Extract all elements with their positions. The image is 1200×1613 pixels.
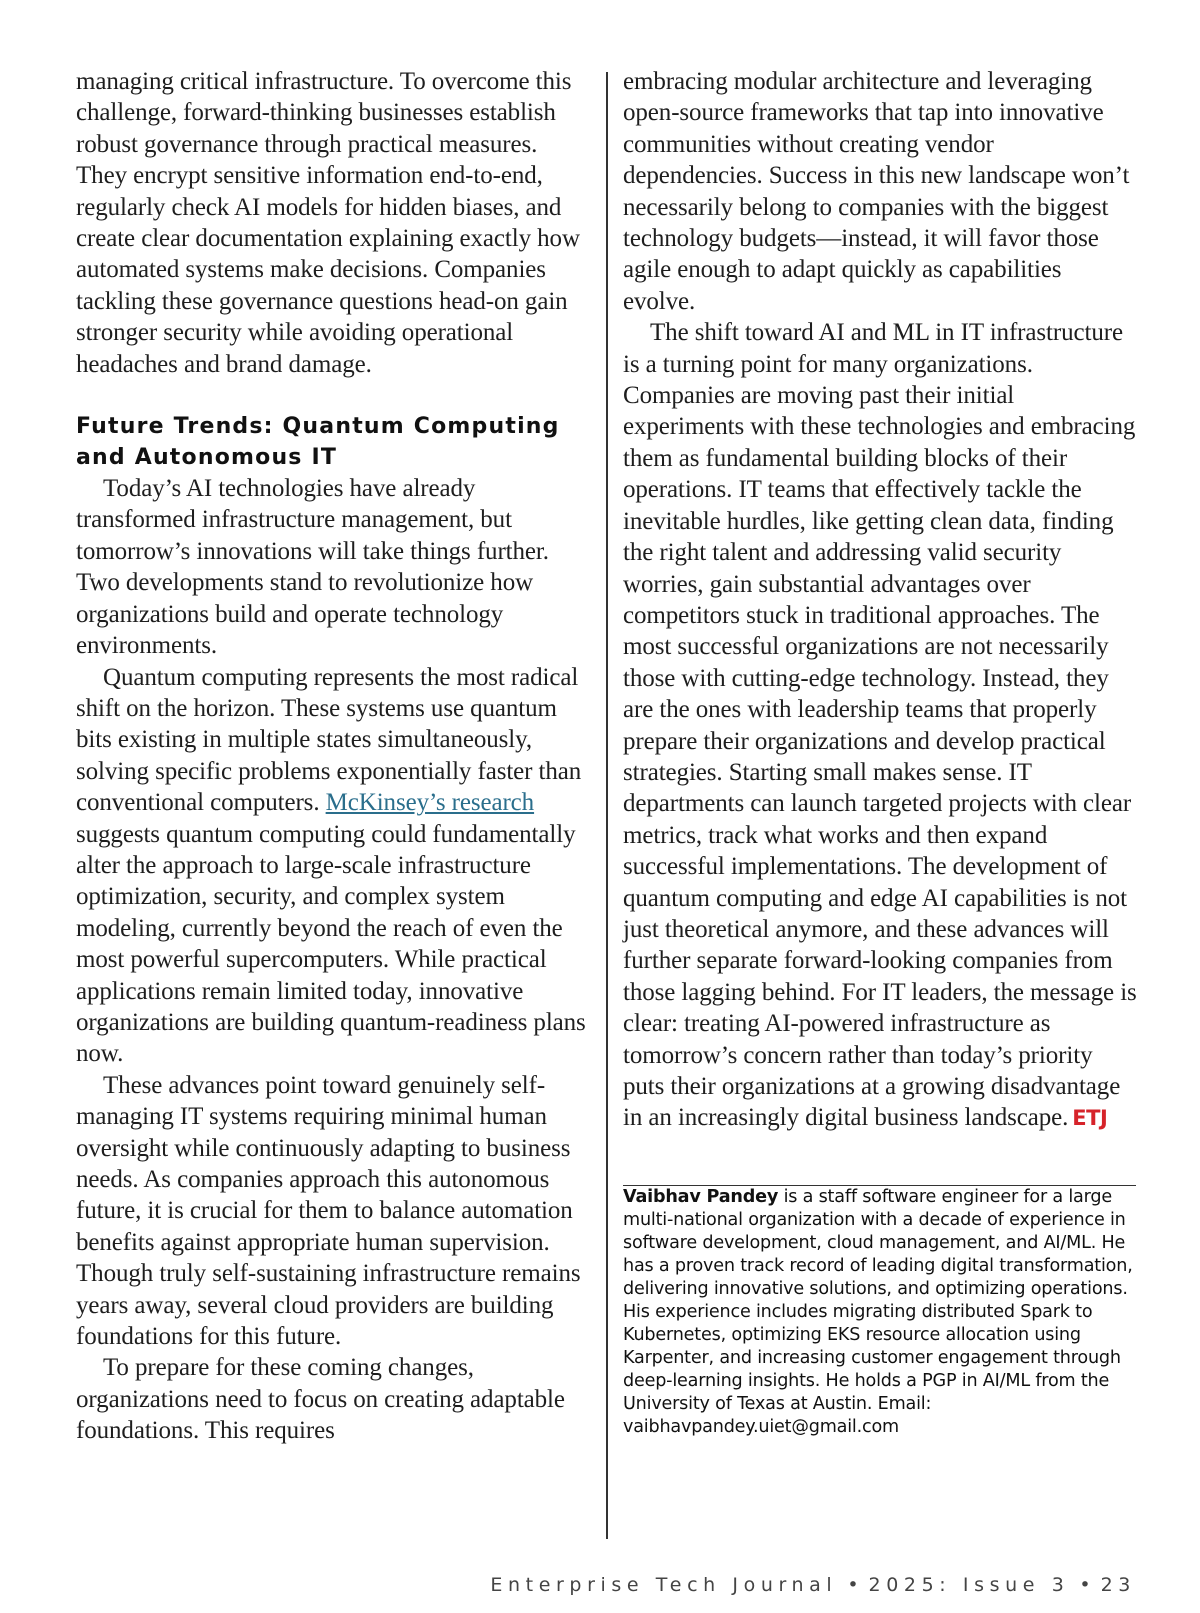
paragraph-modular: embracing modular architecture and leveraging open-source frameworks that tap into innovative communities without creating vendor dependencies. Success in this new landscape won’t necessarily belong to companies with the biggest technology budgets—instead, it will favor those agile enough to adapt quickly as capabilities evolve.: [623, 68, 1130, 315]
footer-issue: 2025: Issue 3: [868, 1574, 1070, 1596]
paragraph-governance: managing critical infrastructure. To overcome this challenge, forward-thinking businesses establish robust governance through practical measures. They encrypt sensitive information end-to-end, regularly check AI models for hidden biases, and create clear documentation explaining exactly how automated systems make decisions. Companies tackling these governance questions head-on gain stronger security while avoiding operational headaches and brand damage.: [76, 68, 580, 378]
paragraph-todays-ai: Today’s AI technologies have already transformed infrastructure management, but tomorrow’s innovations will take things further. Two developments stand to revolutionize how organizations build and operate technology environments.: [76, 475, 549, 660]
page-footer: [490, 1574, 1136, 1596]
author-bio: [623, 1186, 1139, 1439]
footer-separator: •: [1079, 1574, 1091, 1596]
footer-publication: Enterprise Tech Journal: [490, 1574, 838, 1596]
quantum-text-before-link: Quantum computing represents the most radical shift on the horizon. These systems use quantum bits existing in multiple states simultaneously, solving specific problems exponentially faster than conventional computers.: [76, 663, 582, 817]
etj-end-mark: ETJ: [1072, 1106, 1108, 1131]
author-bio-text: is a staff software engineer for a large multi-national organization with a decade of experience in software development, cloud management, and AI/ML. He has a proven track record of leading digital transformation, delivering innovative solutions, and optimizing operations. His experience includes migrating distributed Spark to Kubernetes, optimizing EKS resource allocation using Karpenter, and increasing customer engagement through deep-learning insights. He holds a PGP in AI/ML from the University of Texas at Austin. Email: vaibhavpandey.uiet@gmail.com: [623, 1187, 1133, 1438]
footer-page-number: 23: [1100, 1574, 1136, 1596]
paragraph-quantum: [76, 662, 590, 1070]
paragraph-autonomous: These advances point toward genuinely self-managing IT systems requiring minimal human oversight while continuously adapting to business needs. As companies approach this autonomous future, it is crucial for them to balance automation benefits against appropriate human supervision. Though truly self-sustaining infrastructure remains years away, several cloud providers are building foundations for this future.: [76, 1071, 581, 1351]
paragraph-conclusion: [623, 317, 1139, 1135]
left-column: [76, 66, 590, 1447]
mckinsey-research-link[interactable]: McKinsey’s research: [325, 789, 535, 817]
paragraph-prepare: To prepare for these coming changes, organizations need to focus on creating adaptable foundations. This requires: [76, 1354, 565, 1445]
quantum-text-after-link: suggests quantum computing could fundamentally alter the approach to large-scale infrastructure optimization, security, and complex system modeling, currently beyond the reach of even the most powerful supercomputers. While practical applications remain limited today, innovative organizations are building quantum-readiness plans now.: [76, 820, 586, 1068]
section-heading: Future Trends: Quantum Computing and Autonomous IT: [76, 414, 560, 471]
conclusion-text: The shift toward AI and ML in IT infrastructure is a turning point for many organizations. Companies are moving past their initial experiments with these technologies and embracing them as fundamental building blocks of their operations. IT teams that effectively tackle the inevitable hurdles, like getting clean data, finding the right talent and addressing valid security worries, gain substantial advantages over competitors stuck in traditional approaches. The most successful organizations are not necessarily those with cutting-edge technology. Instead, they are the ones with leadership teams that properly prepare their organizations and develop practical strategies. Starting small makes sense. IT departments can launch targeted projects with clear metrics, track what works and then expand successful implementations. The development of quantum computing and edge AI capabilities is not just theoretical anymore, and these advances will further separate forward-looking companies from those lagging behind. For IT leaders, the message is clear: treating AI-powered infrastructure as tomorrow’s concern rather than today’s priority puts their organizations at a growing disadvantage in an increasingly digital business landscape.: [623, 319, 1137, 1132]
column-divider: [606, 72, 608, 1539]
author-name: Vaibhav Pandey: [623, 1187, 779, 1208]
right-column: [623, 66, 1139, 1439]
footer-separator: •: [847, 1574, 859, 1596]
